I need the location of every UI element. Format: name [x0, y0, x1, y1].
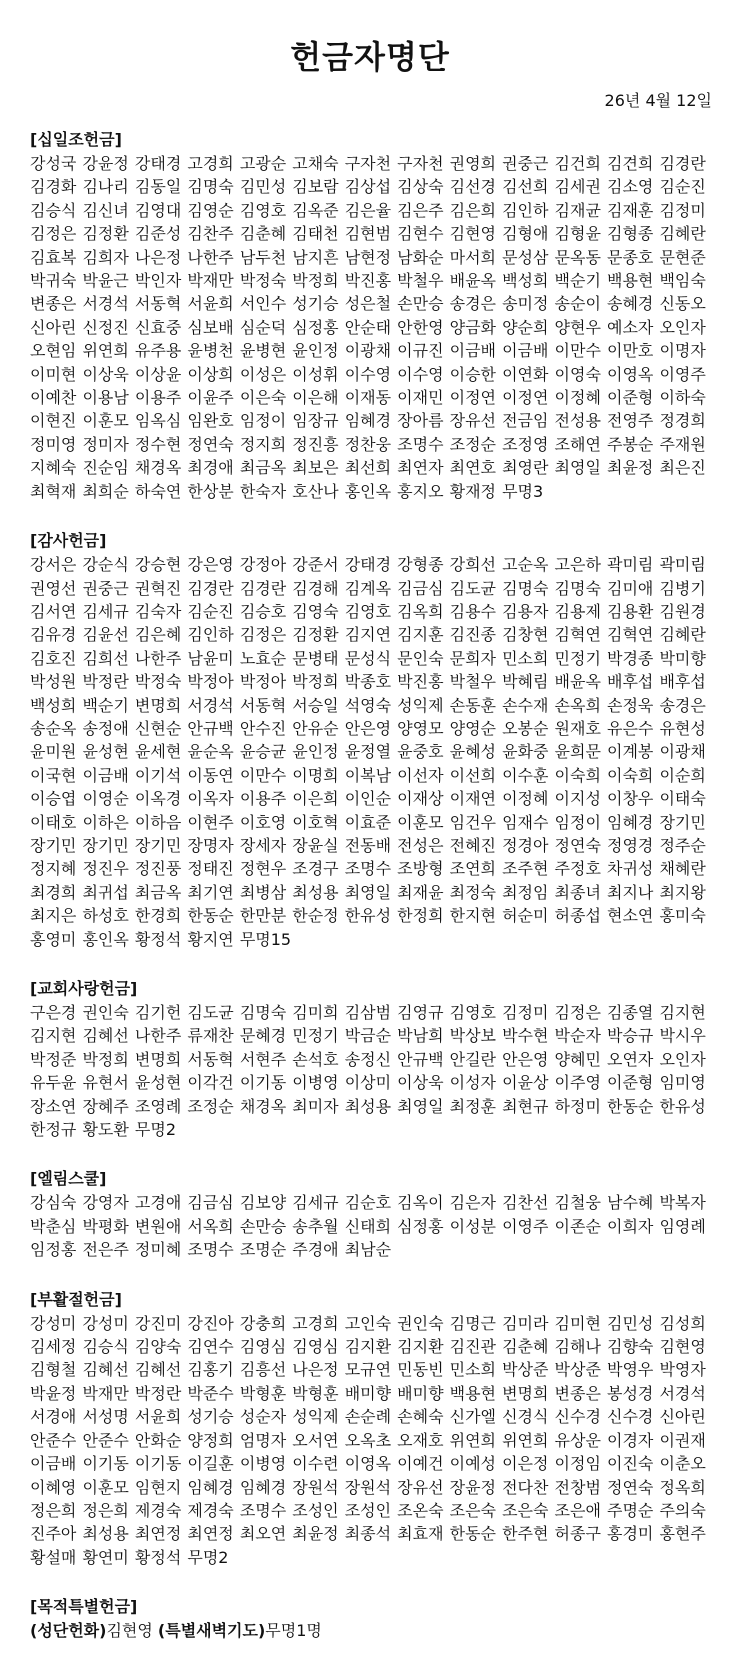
- special-offering-line: [30, 1619, 720, 1643]
- section-names: 강성국 강윤정 강태경 고경희 고광순 고채숙 구자천 구자천 권영희 권중근 김건희 김견희 김경란 김경화 김나리 김동일 김명숙 김민성 김보람 김상섭 김상숙 김선경 김선희 김세권 김소영 김순진 김승식 김신녀 김영대 김영순 김영호 김옥준 김은율 김은주 김은희 김인하 김재균 김재훈 김정미 김정은 김정환 김준성 김찬주 김춘혜 김태천 김현범 김현수 김현영 김형애 김형윤 김형종 김혜란 김효복 김희자 나은정 나한주 남두천 남지흔 남현정 남화순 마서희 문성삼 문옥동 문종호 문현준 박귀숙 박윤근 박인자 박재만 박정숙 박정희 박진홍 박철우 배윤옥 백성희 백순기 백용현 백임숙 변종은 서경석 서동혁 서윤희 서인수 성기승 성은철 손만승 송경은 송미정 송순이 송혜경 신동오 신아린 신정진 신효중 심보배 심순덕 심정홍 안순태 안한영 양금화 양순희 양현우 예소자 오인자 오현임 위연희 유주용 윤병천 윤병현 윤인정 이광채 이규진 이금배 이금배 이만수 이만호 이명자 이미현 이상욱 이상윤 이상희 이성은 이성휘 이수영 이수영 이승한 이연화 이영숙 이영옥 이영주 이예찬 이용남 이용주 이윤주 이은숙 이은해 이재동 이재민 이정연 이정연 이정혜 이준형 이하숙 이현진 이훈모 임옥심 임완호 임정이 임장규 임혜경 장아름 장유선 전금임 전성용 전영주 정경희 정미영 정미자 정수현 정연숙 정지희 정진흥 정찬웅 조명수 조정순 조정영 조해연 주봉순 주재원 지혜숙 진순임 채경옥 최경애 최금옥 최보은 최선희 최연자 최연호 최영란 최영일 최윤정 최은진 최혁재 최희순 하숙연 한상분 한숙자 호산나 홍인옥 홍지오 황재정 무명3: [30, 154, 706, 501]
- section-tithe: [30, 128, 720, 503]
- section-title: [부활절헌금]: [30, 1289, 122, 1309]
- section-names: 강성미 강성미 강진미 강진아 강충희 고경희 고인숙 권인숙 김명근 김미라 김미현 김민성 김성희 김세정 김승식 김양숙 김연수 김영심 김영심 김지환 김지환 김진관 김춘혜 김해나 김향숙 김현영 김형철 김혜선 김혜선 김홍기 김흥선 나은정 모규연 민동빈 민소희 박상준 박상준 박영우 박영자 박윤정 박재만 박정란 박준수 박형훈 박형훈 배미향 배미향 백용현 변명희 변종은 봉성경 서경석 서경애 서성명 서윤희 성기승 성순자 성익제 손순례 손혜숙 신가엘 신경식 신수경 신수경 신아린 안준수 안준수 안화순 양정희 엄명자 오서연 오옥초 오재호 위연희 위연희 유상운 이경자 이권재 이금배 이기동 이기동 이길훈 이병영 이수련 이영옥 이예건 이예성 이은정 이정임 이진숙 이춘오 이혜영 이훈모 임현지 임혜경 임혜경 장원석 장원석 장유선 장윤정 전다찬 전창범 정연숙 정옥희 정은희 정은희 제경숙 제경숙 조명수 조성인 조성인 조온숙 조은숙 조은숙 조은애 주명순 주의숙 진주아 최성용 최연정 최연정 최오연 최윤정 최종석 최효재 한동순 한주현 허종구 홍경미 홍현주 황설매 황연미 황정석 무명2: [30, 1313, 706, 1567]
- section-names: 구은경 권인숙 김기헌 김도균 김명숙 김미희 김삼범 김영규 김영호 김정미 김정은 김종열 김지현 김지현 김혜선 나한주 류재찬 문혜경 민정기 박금순 박남희 박상보 박수현 박순자 박승규 박시우 박정준 박정희 변명희 서동혁 서현주 손석호 송정신 안규백 안길란 안은영 양혜민 오연자 오인자 유두윤 유현서 윤성현 이각건 이기동 이병영 이상미 이상욱 이성자 이윤상 이주영 이준형 임미영 장소연 장혜주 조영례 조정순 채경옥 최미자 최성용 최영일 최정훈 최현규 하정미 한동순 한유성 한정규 황도환 무명2: [30, 1003, 706, 1140]
- document-date: 26년 4월 12일: [604, 91, 712, 110]
- special-name-flowers: 김현영: [106, 1621, 153, 1641]
- special-name-dawn-prayer: 무명1명: [265, 1621, 322, 1641]
- special-label-flowers: (성단헌화): [30, 1621, 107, 1641]
- page-title: 헌금자명단: [290, 38, 450, 76]
- donor-list: [30, 128, 720, 1669]
- section-title: [엘림스쿨]: [30, 1169, 107, 1189]
- section-elim-school: [30, 1167, 720, 1261]
- section-special-purpose: [30, 1595, 720, 1643]
- section-title: [십일조헌금]: [30, 130, 122, 149]
- section-title: [교회사랑헌금]: [30, 979, 138, 998]
- section-names: 강서은 강순식 강승현 강은영 강정아 강준서 강태경 강형종 강희선 고순옥 고은하 곽미림 곽미림 권영선 권중근 권혁진 김경란 김경란 김경해 김계옥 김금심 김도균 김명숙 김명숙 김미애 김병기 김서연 김세규 김숙자 김순진 김승호 김영숙 김영호 김옥희 김용수 김용자 김용제 김용환 김원경 김유경 김윤선 김은혜 김인하 김정은 김정환 김지연 김지훈 김진종 김창현 김혁연 김혁연 김혜란 김호진 김희선 나한주 남윤미 노효순 문병태 문성식 문인숙 문희자 민소희 민정기 박경종 박미향 박성원 박정란 박정숙 박정아 박정아 박정희 박종호 박진홍 박철우 박혜림 배윤옥 배후섭 배후섭 백성희 백순기 변명희 서경석 서동혁 서승일 석영숙 성익제 손동훈 손수재 손옥희 손정욱 송경은 송순옥 송정애 신현순 안규백 안수진 안유순 안은영 양영모 양영순 오봉순 원재호 유은수 유현성 윤미원 윤성현 윤세현 윤순옥 윤승균 윤인정 윤정열 윤중호 윤혜성 윤화중 윤희문 이계봉 이광채 이국현 이금배 이기석 이동연 이만수 이명희 이복남 이선자 이선희 이수훈 이숙희 이숙희 이순희 이승엽 이영순 이옥경 이옥자 이용주 이은희 이인순 이재상 이재연 이정혜 이지성 이창우 이태숙 이태호 이하은 이하음 이현주 이호영 이호혁 이효준 이훈모 임건우 임재수 임정이 임혜경 장기민 장기민 장기민 장기민 장명자 장세자 장윤실 전동배 전성은 전혜진 정경아 정연숙 정영경 정주순 정지혜 정진우 정진풍 정태진 정현우 조경구 조명수 조방형 조연희 조주현 주정호 차귀성 채혜란 최경희 최귀섭 최금옥 최기연 최병삼 최성용 최영일 최재윤 최정숙 최정임 최종녀 최지나 최지왕 최지은 하성호 한경희 한동순 한만분 한순정 한유성 한정희 한지현 허순미 허종섭 현소연 홍미숙 홍영미 홍인옥 황정석 황지연 무명15: [30, 555, 706, 949]
- section-names: 강심숙 강영자 고경애 김금심 김보양 김세규 김순호 김옥이 김은자 김찬선 김철웅 남수혜 박복자 박춘심 박평화 변원애 서옥희 손만승 송추월 신태희 심정홍 이성분 이영주 이존순 이희자 임영례 임정홍 전은주 정미혜 조명수 조명순 주경애 최남순: [30, 1193, 706, 1260]
- section-church-love: [30, 977, 720, 1141]
- special-label-dawn-prayer: (특별새벽기도): [157, 1621, 266, 1641]
- section-easter: [30, 1288, 720, 1569]
- section-thanks: [30, 529, 720, 951]
- section-title: [목적특별헌금]: [30, 1597, 138, 1617]
- section-title: [감사헌금]: [30, 531, 107, 551]
